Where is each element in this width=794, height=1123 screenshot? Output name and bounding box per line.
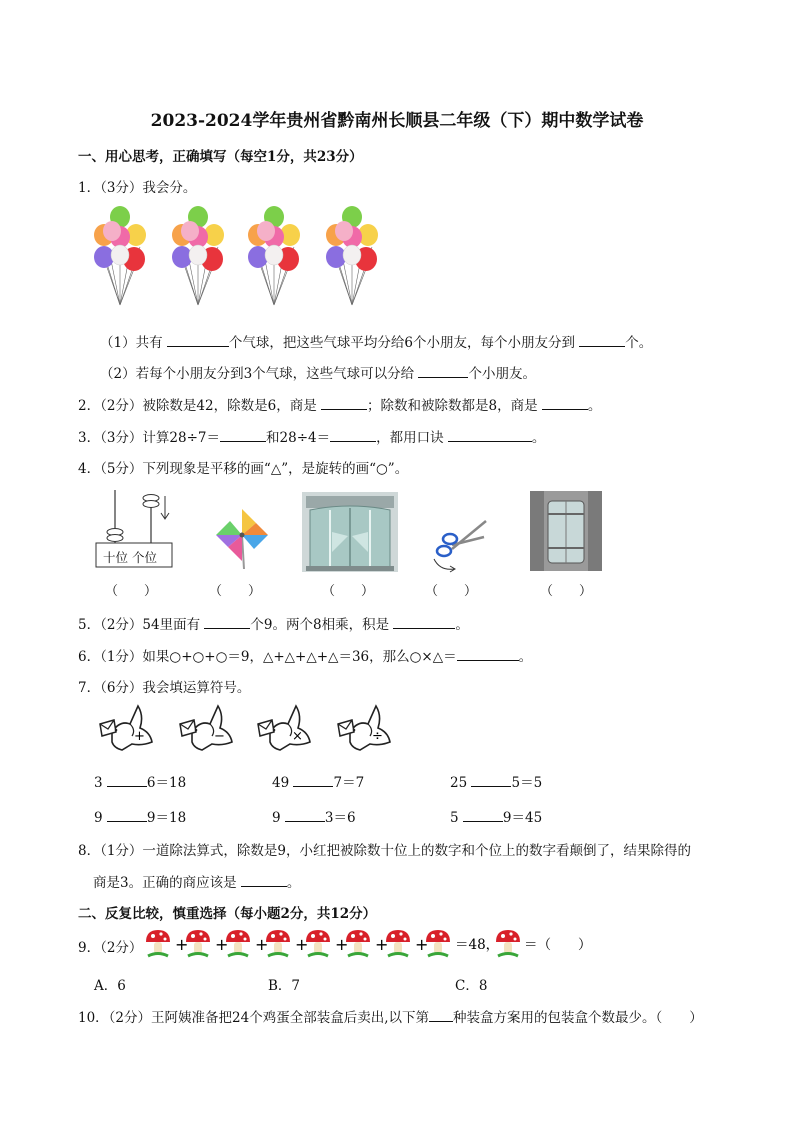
revolving-door-image [302,492,398,572]
q7-item: 5 9＝45 [450,810,543,826]
q5-blank-2[interactable] [393,616,455,629]
q9-option-c[interactable]: C．8 [455,978,488,994]
q7-blank[interactable] [293,774,333,787]
q2: 2．（2分）被除数是42，除数是6，商是 ；除数和被除数都是8，商是 。 [78,398,602,414]
mushroom-icon [346,930,370,956]
dove-symbol: − [214,729,225,744]
q7-blank[interactable] [471,774,511,787]
section-2-heading: 二、反复比较，慎重选择（每小题2分，共12分） [78,906,377,922]
mushroom-icon [496,930,520,956]
q7-item: 25 5＝5 [450,775,543,791]
doves-illustration [92,700,402,756]
mushroom-icon [186,930,210,956]
q1-blank-each[interactable] [579,334,625,347]
q3: 3．（3分）计算28÷7＝ 和28÷4＝ ，都用口诀 。 [78,430,546,446]
mushroom-icon [386,930,410,956]
q7-blank[interactable] [107,809,147,822]
plus-sign: + [295,935,309,954]
q4-heading: 4．（5分）下列现象是平移的画“△”，是旋转的画“○”。 [78,461,409,477]
q7-item: 9 3＝6 [272,810,356,826]
q10-blank[interactable] [429,1009,453,1022]
q8-line-2: 商是3。正确的商应该是 。 [93,875,301,891]
q7-item: 49 7＝7 [272,775,365,791]
plus-sign: + [335,935,349,954]
balloon-bunch [172,206,224,305]
q3-blank-rhyme[interactable] [448,429,532,442]
balloon-bunch [326,206,378,305]
q4-answer-4[interactable]: （ ） [425,584,478,599]
plus-sign: + [175,935,189,954]
q4-answer-5[interactable]: （ ） [540,584,593,599]
q9-equals: ＝48， [455,937,500,953]
q9-answer[interactable]: ＝（ ） [524,937,592,953]
mushroom-icon [306,930,330,956]
dove-symbol: ÷ [372,729,383,744]
dove-symbol: + [134,729,145,744]
q9-heading: 9．（2分） [78,940,143,956]
mushroom-icon [146,930,170,956]
q2-blank-1[interactable] [321,397,367,410]
q7-blank[interactable] [285,809,325,822]
q1-part2: （2）若每个小朋友分到3个气球，这些气球可以分给 个小朋友。 [100,366,536,382]
mushroom-icon [226,930,250,956]
mushroom-equation [144,924,594,960]
q5-blank-1[interactable] [204,616,250,629]
q4-answer-2[interactable]: （ ） [209,584,262,599]
pinwheel-image [212,505,272,570]
q5: 5．（2分）54里面有 个9。两个8相乘，积是 。 [78,617,469,633]
mushroom-icon [266,930,290,956]
balloons-illustration [90,203,390,315]
q7-heading: 7．（6分）我会填运算符号。 [78,680,251,696]
q8-blank[interactable] [241,874,287,887]
q4-answer-1[interactable]: （ ） [105,584,158,599]
q8-line-1: 8．（1分）一道除法算式，除数是9，小红把被除数十位上的数字和个位上的数字看颠倒了，结果除得的 [78,843,692,859]
q2-blank-2[interactable] [542,397,588,410]
q7-item: 9 9＝18 [94,810,187,826]
q3-blank-2[interactable] [330,429,376,442]
q3-blank-1[interactable] [220,429,266,442]
q7-blank[interactable] [463,809,503,822]
page-title: 2023-2024学年贵州省黔南州长顺县二年级（下）期中数学试卷 [150,111,644,131]
q7-blank[interactable] [107,774,147,787]
plus-sign: + [255,935,269,954]
elevator-image [530,491,602,571]
scissors-image [430,515,490,575]
mushroom-icon [426,930,450,956]
q1-blank-total[interactable] [167,334,229,347]
q1-heading: 1．（3分）我会分。 [78,180,197,196]
balloon-bunch [248,206,300,305]
q1-part1: （1）共有 个气球，把这些气球平均分给6个小朋友，每个小朋友分到 个。 [100,335,653,351]
q9-option-b[interactable]: B．7 [268,978,301,994]
q9-option-a[interactable]: A．6 [94,978,126,994]
q7-item: 3 6＝18 [94,775,187,791]
plus-sign: + [375,935,389,954]
plus-sign: + [215,935,229,954]
abacus-label: 十位 个位 [103,550,157,565]
q1-blank-children[interactable] [418,365,468,378]
dove-symbol: × [292,729,303,744]
section-1-heading: 一、用心思考，正确填写（每空1分，共23分） [78,149,363,165]
balloon-bunch [94,206,146,305]
q6: 6．（1分）如果○+○+○＝9，△+△+△+△＝36，那么○×△＝ 。 [78,649,533,665]
q6-blank[interactable] [457,648,519,661]
q10: 10．（2分）王阿姨准备把24个鸡蛋全部装盒后卖出,以下第 种装盒方案用的包装盒个数最少。（ ） [78,1010,703,1026]
plus-sign: + [415,935,429,954]
q4-answer-3[interactable]: （ ） [322,584,375,599]
